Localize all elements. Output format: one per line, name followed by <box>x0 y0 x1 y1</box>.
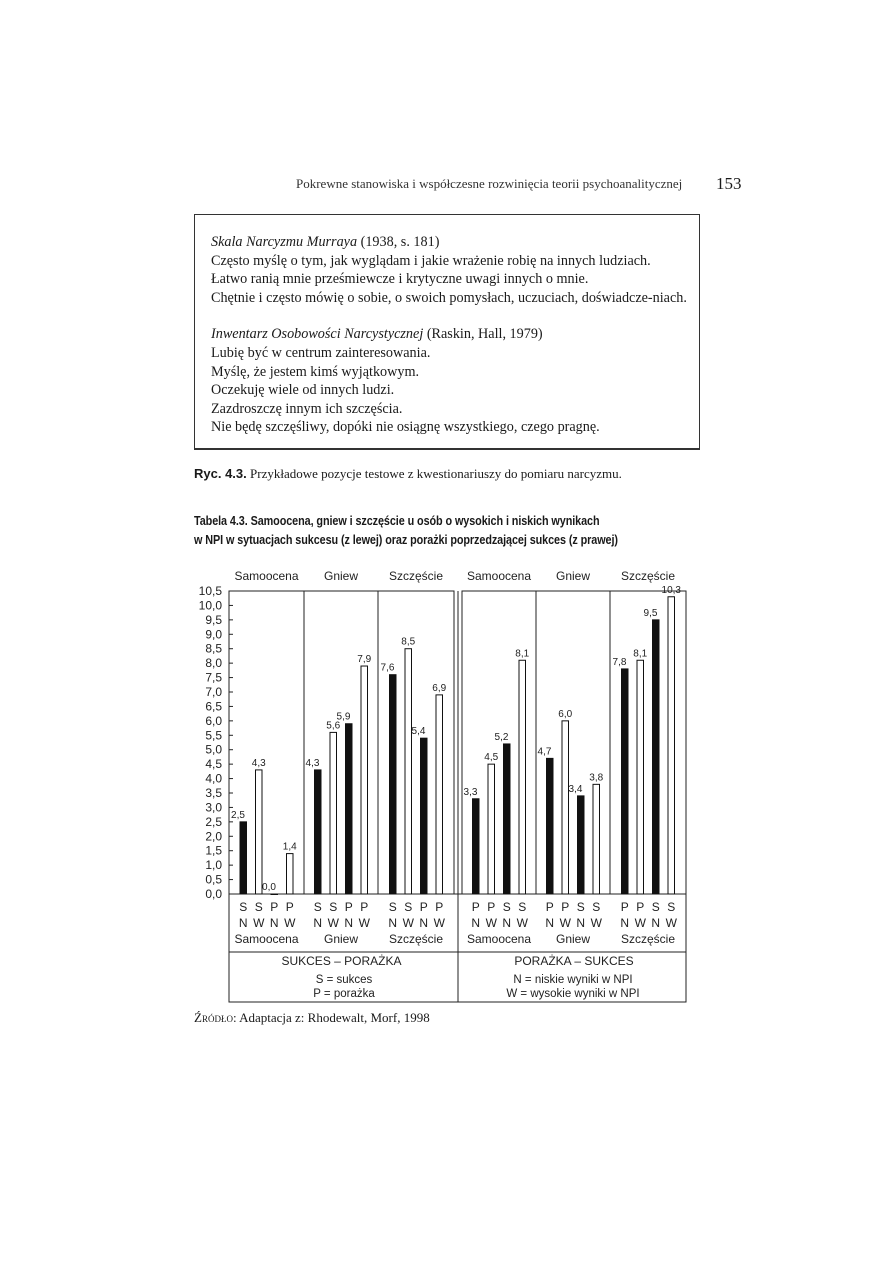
bar-code-bottom: W <box>516 916 528 930</box>
bar-code-bottom: N <box>313 916 323 930</box>
data-label: 6,9 <box>432 682 447 694</box>
bar-code-bottom: W <box>402 916 414 930</box>
group-header: Gniew <box>555 569 591 583</box>
npi-item-5: Nie będę szczęśliwy, dopóki nie osiągnę wszystkiego, czego pragnę. <box>211 419 600 436</box>
y-tick-label: 4,5 <box>205 757 222 772</box>
bar <box>547 758 554 894</box>
data-label: 2,5 <box>231 809 245 821</box>
bar-code-bottom: W <box>590 916 602 930</box>
y-tick-label: 9,5 <box>205 612 222 627</box>
data-label: 8,1 <box>633 648 648 660</box>
figure-caption-text: Przykładowe pozycje testowe z kwestionariuszy do pomiaru narcyzmu. <box>246 466 622 481</box>
bar-code-top: S <box>329 900 338 914</box>
bar-code-bottom: W <box>559 916 571 930</box>
bar-code-top: S <box>518 900 527 914</box>
npi-item-3: Oczekuję wiele od innych ludzi. <box>211 382 395 399</box>
running-header: Pokrewne stanowiska i współczesne rozwinięcia teorii psychoanalitycznej <box>296 176 683 191</box>
bar <box>330 732 337 894</box>
murray-item-2: Łatwo ranią mnie prześmiewcze i krytyczne uwagi innych o mnie. <box>211 271 589 288</box>
legend-porazka: P = porażka <box>313 988 375 1000</box>
source-note <box>194 1010 430 1026</box>
npi-item-1: Lubię być w centrum zainteresowania. <box>211 344 431 361</box>
bar <box>287 854 294 894</box>
bar-code-bottom: W <box>327 916 339 930</box>
bar-code-bottom: N <box>419 916 429 930</box>
bar-code-top: S <box>404 900 413 914</box>
data-label: 7,6 <box>380 662 395 674</box>
bar <box>390 675 397 894</box>
bar-code-top: S <box>313 900 322 914</box>
bar-code-top: P <box>360 900 369 914</box>
bar-code-top: S <box>239 900 248 914</box>
data-label: 5,6 <box>326 720 341 732</box>
bar-code-bottom: N <box>502 916 512 930</box>
data-label: 9,5 <box>643 607 658 619</box>
y-tick-label: 0,5 <box>205 872 222 887</box>
bar-code-bottom: N <box>620 916 630 930</box>
bar <box>622 669 629 894</box>
y-tick-label: 3,0 <box>205 800 222 815</box>
y-tick-label: 1,0 <box>205 858 222 873</box>
legend-sukces: S = sukces <box>315 974 373 986</box>
murray-title: Skala Narcyzmu Murraya <box>211 234 358 250</box>
data-label: 8,1 <box>515 648 530 660</box>
bar-code-bottom: W <box>485 916 497 930</box>
data-label: 4,3 <box>251 757 266 769</box>
y-tick-label: 8,0 <box>205 656 222 671</box>
data-label: 4,7 <box>537 746 552 758</box>
bar <box>346 724 353 894</box>
data-label: 4,5 <box>484 752 499 764</box>
bar <box>668 597 675 894</box>
y-tick-label: 0,0 <box>205 887 222 901</box>
bar-code-top: S <box>651 900 660 914</box>
bar-code-top: P <box>285 900 294 914</box>
table-title-text-1: Samoocena, gniew i szczęście u osób o wysokich i niskich wynikach <box>247 514 600 528</box>
bar-code-top: P <box>435 900 444 914</box>
y-tick-label: 4,0 <box>205 771 222 786</box>
bar-code-top: S <box>667 900 676 914</box>
bar <box>637 660 644 894</box>
legend-niskie: N = niskie wyniki w NPI <box>513 974 633 986</box>
bar-code-top: S <box>254 900 263 914</box>
table-title-line-2: w NPI w sytuacjach sukcesu (z lewej) oraz porażki poprzedzającej sukces (z prawej) <box>194 533 618 547</box>
y-tick-label: 9,0 <box>205 627 222 642</box>
y-tick-label: 1,5 <box>205 843 222 858</box>
bar-code-bottom: W <box>284 916 296 930</box>
y-tick-label: 10,5 <box>198 584 222 598</box>
group-footer: Samoocena <box>466 932 532 946</box>
bar-code-bottom: N <box>238 916 248 930</box>
bar <box>315 770 322 894</box>
bar <box>593 784 600 894</box>
npi-title: Inwentarz Osobowości Narcystycznej <box>211 326 424 343</box>
bar-code-top: P <box>487 900 496 914</box>
bar-code-bottom: W <box>358 916 370 930</box>
data-label: 8,5 <box>401 636 416 648</box>
data-label: 5,2 <box>494 731 509 743</box>
bar-code-bottom: N <box>545 916 555 930</box>
group-header: Gniew <box>323 569 359 583</box>
bar-code-bottom: N <box>344 916 354 930</box>
source-text: Adaptacja z: Rhodewalt, Morf, 1998 <box>236 1010 430 1025</box>
data-label: 0,0 <box>262 882 276 893</box>
bar-code-top: P <box>419 900 428 914</box>
data-label: 5,9 <box>336 711 351 723</box>
bar-code-bottom: N <box>269 916 279 930</box>
bar-code-top: P <box>344 900 353 914</box>
y-tick-label: 2,0 <box>205 829 222 844</box>
bar <box>361 666 368 894</box>
bar-code-top: P <box>636 900 645 914</box>
y-tick-label: 6,5 <box>205 699 222 714</box>
bar <box>421 738 428 894</box>
bar <box>436 695 443 894</box>
bar-code-top: P <box>471 900 480 914</box>
bar <box>488 764 495 894</box>
bar-code-top: S <box>388 900 397 914</box>
bar <box>578 796 585 894</box>
bar-code-bottom: N <box>651 916 661 930</box>
panel-name: SUKCES – PORAŻKA <box>281 954 402 968</box>
y-tick-label: 6,0 <box>205 713 222 728</box>
data-label: 3,8 <box>589 772 604 784</box>
data-label: 7,9 <box>357 654 372 666</box>
bar <box>256 770 263 894</box>
bar-code-top: S <box>592 900 601 914</box>
y-tick-label: 10,0 <box>198 598 222 613</box>
table-title-label: Tabela 4.3. <box>194 514 248 528</box>
bar <box>504 744 511 894</box>
group-footer: Samoocena <box>234 932 299 946</box>
y-tick-label: 7,0 <box>205 685 222 699</box>
figure-caption-label: Ryc. 4.3. <box>194 466 247 481</box>
data-label: 1,4 <box>282 841 297 853</box>
group-header: Szczęście <box>388 569 444 583</box>
bar <box>473 799 480 894</box>
bar-code-bottom: W <box>634 916 646 930</box>
murray-ref: (1938, s. 181) <box>357 234 440 250</box>
data-label: 7,8 <box>612 656 627 668</box>
bar <box>653 620 660 894</box>
bar <box>519 660 526 894</box>
bar-code-bottom: N <box>576 916 586 930</box>
group-footer: Gniew <box>555 932 591 946</box>
data-label: 3,4 <box>568 783 583 795</box>
group-footer: Gniew <box>323 932 359 946</box>
murray-item-1: Często myślę o tym, jak wyglądam i jakie wrażenie robię na innych ludziach. <box>211 252 651 269</box>
y-tick-label: 5,0 <box>205 742 222 757</box>
bar-code-top: S <box>502 900 511 914</box>
npi-item-2: Myślę, że jestem kimś wyjątkowym. <box>211 363 420 380</box>
data-label: 4,3 <box>305 757 320 769</box>
npi-ref: (Raskin, Hall, 1979) <box>423 326 543 343</box>
group-header: Samoocena <box>466 569 532 583</box>
bar-code-top: P <box>270 900 279 914</box>
data-label: 10,3 <box>661 584 681 596</box>
bar-code-top: P <box>545 900 554 914</box>
y-tick-label: 5,5 <box>205 728 222 743</box>
bar-code-bottom: W <box>253 916 265 930</box>
data-label: 3,3 <box>463 786 478 798</box>
legend-wysokie: W = wysokie wyniki w NPI <box>506 988 640 1000</box>
npi-item-4: Zazdroszczę innym ich szczęścia. <box>211 400 403 417</box>
bar-code-bottom: N <box>388 916 398 930</box>
bar-code-bottom: W <box>665 916 677 930</box>
bar-code-top: S <box>576 900 585 914</box>
bar-code-bottom: N <box>471 916 481 930</box>
group-footer: Szczęście <box>620 932 676 946</box>
data-label: 5,4 <box>411 726 426 738</box>
y-tick-label: 2,5 <box>205 814 222 829</box>
source-label: Źródło: <box>194 1010 237 1025</box>
bar <box>240 822 247 894</box>
y-tick-label: 3,5 <box>205 786 222 800</box>
group-header: Samoocena <box>234 569 299 583</box>
bar-code-bottom: W <box>433 916 445 930</box>
bar-code-top: P <box>620 900 629 914</box>
bar-code-top: P <box>561 900 570 914</box>
panel-name: PORAŻKA – SUKCES <box>514 954 634 968</box>
group-header: Szczęście <box>620 569 676 583</box>
bar <box>271 894 278 895</box>
murray-item-3: Chętnie i często mówię o sobie, o swoich pomysłach, uczuciach, doświadcze-niach. <box>211 289 687 306</box>
bar <box>405 649 412 894</box>
data-label: 6,0 <box>558 708 573 720</box>
bar <box>562 721 569 894</box>
y-tick-label: 8,5 <box>205 641 222 656</box>
y-tick-label: 7,5 <box>205 670 222 685</box>
group-footer: Szczęście <box>388 932 444 946</box>
page-number: 153 <box>716 174 742 193</box>
